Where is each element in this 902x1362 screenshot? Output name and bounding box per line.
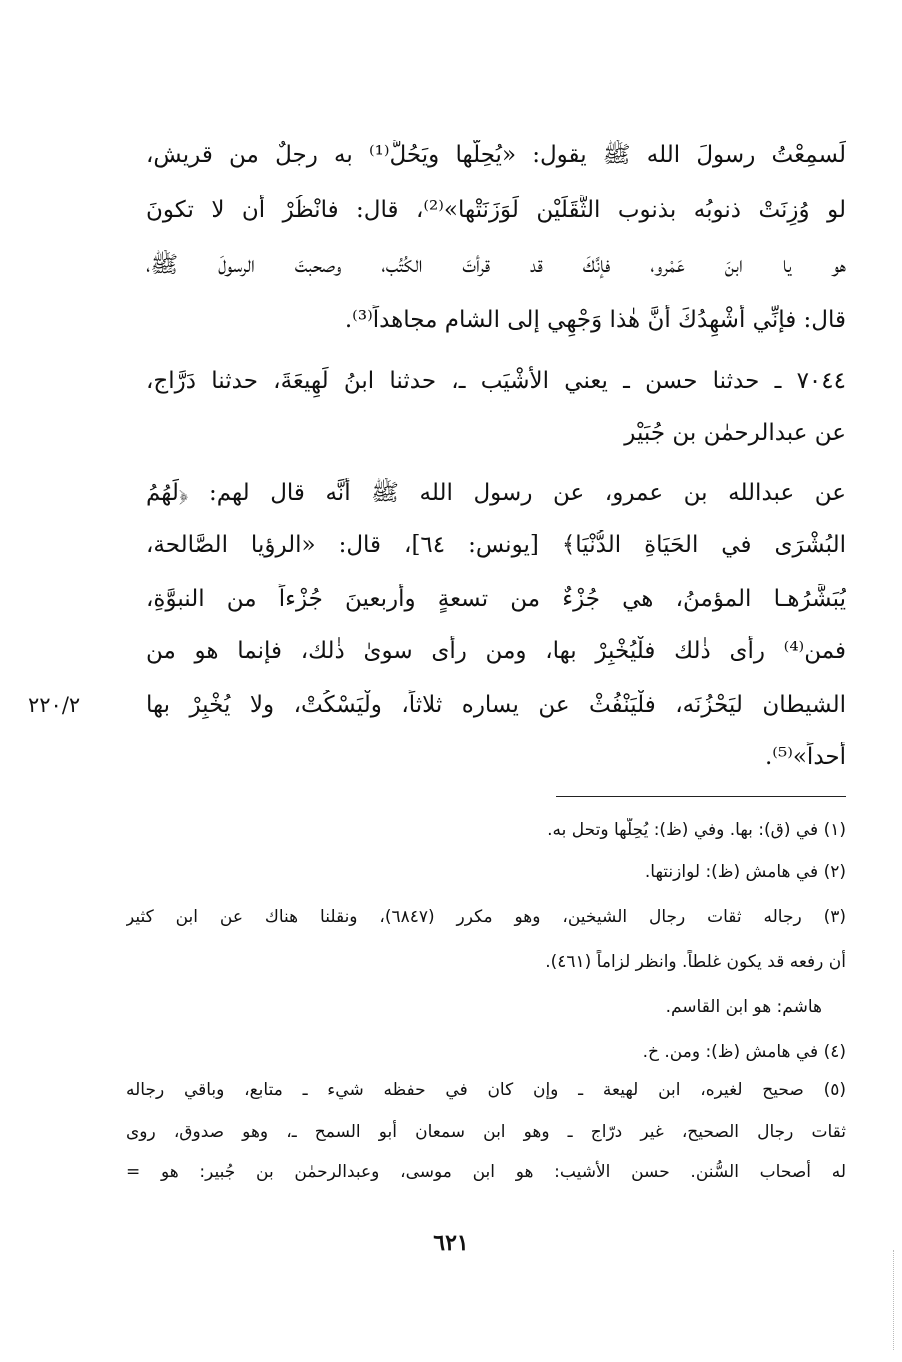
- hadith-text-line-5: الشيطان ليَحْزُنَه، فلْيَنْفُثْ عن يساره ثلاثاً، ولْيَسْكُتْ، ولا يُخْبِرْ بها: [146, 692, 846, 718]
- hadith-text-line-2: البُشْرَى في الحَيَاةِ الدُّنْيَا﴾ [يونس: ٦٤]، قال: «الرؤيا الصَّالحة،: [146, 532, 846, 558]
- footnote-3-line-3: هاشم: هو ابن القاسم.: [665, 997, 822, 1017]
- footnote-separator: [556, 796, 846, 797]
- footnote-3-line-1: (٣) رجاله ثقات رجال الشيخين، وهو مكرر (٦٨٤٧)، ونقلنا هناك عن ابن كثير: [126, 907, 846, 927]
- main-text-line-3: هو يا ابنَ عَمْرو، فإنَّكَ قد قرأتَ الكُتُب، وصحبتَ الرسولَ ﷺ،: [146, 252, 846, 278]
- footnote-1: (١) في (ق): بها. وفي (ظ): يُحِلّها وتحل به.: [547, 820, 846, 840]
- page-number: ٦٢١: [433, 1230, 469, 1256]
- hadith-text-line-6: أحداً»⁽⁵⁾.: [765, 744, 846, 770]
- hadith-text-line-3: يُبَشَّرُهـا المؤمنُ، هي جُزْءٌ من تسعةٍ وأربعينَ جُزْءاً من النبوَّةِ،: [146, 586, 846, 612]
- hadith-isnad-line-1: ٧٠٤٤ ـ حدثنا حسن ـ يعني الأَشْيَب ـ، حدثنا ابنُ لَهِيعَةَ، حدثنا دَرَّاج،: [146, 368, 846, 394]
- margin-volume-page-ref: ٢٢٠/٢: [28, 693, 81, 717]
- scan-edge-mark: [893, 1250, 894, 1350]
- main-text-line-2: لو وُزِنَتْ ذنوبُه بذنوب الثَّقَلَيْن لَوَزَنَتْها»⁽²⁾، قال: فانْظُرْ أن لا تكونَ: [146, 197, 846, 223]
- main-text-line-1: لَسمِعْتُ رسولَ الله ﷺ يقول: «يُحِلُّها ويَحُلُّ⁽¹⁾ به رجلٌ من قريش،: [146, 142, 846, 168]
- footnote-5-line-1: (٥) صحيح لغيره، ابن لهيعة ـ وإن كان في حفظه شيء ـ متابع، وباقي رجاله: [126, 1080, 846, 1100]
- hadith-text-line-1: عن عبدالله بن عمرو، عن رسول الله ﷺ أنَّه قال لهم: ﴿لَهُمُ: [146, 480, 846, 506]
- footnote-2: (٢) في هامش (ظ): لوازنتها.: [644, 862, 846, 882]
- hadith-text-line-4: فمن⁽⁴⁾ رأى ذٰلك فلْيُخْبِرْ بها، ومن رأى سوىٰ ذٰلك، فإنما هو من: [146, 638, 846, 664]
- footnote-5-line-3: له أصحاب السُّنن. حسن الأشيب: هو ابن موسى، وعبدالرحمٰن بن جُبير: هو =: [126, 1162, 846, 1182]
- footnote-4: (٤) في هامش (ظ): ومن. خ.: [642, 1042, 846, 1062]
- main-text-line-4: قال: فإنِّي أُشْهِدُكَ أنَّ هٰذا وَجْهِي إلى الشام مجاهداً⁽³⁾.: [344, 307, 846, 333]
- footnote-5-line-2: ثقات رجال الصحيح، غير درّاج ـ وهو ابن سمعان أبو السمح ـ، وهو صدوق، روى: [126, 1122, 846, 1142]
- hadith-isnad-line-2: عن عبدالرحمٰن بن جُبَيْر: [624, 420, 846, 446]
- footnote-3-line-2: أن رفعه قد يكون غلطاً. وانظر لزاماً (٤٦١).: [545, 952, 846, 972]
